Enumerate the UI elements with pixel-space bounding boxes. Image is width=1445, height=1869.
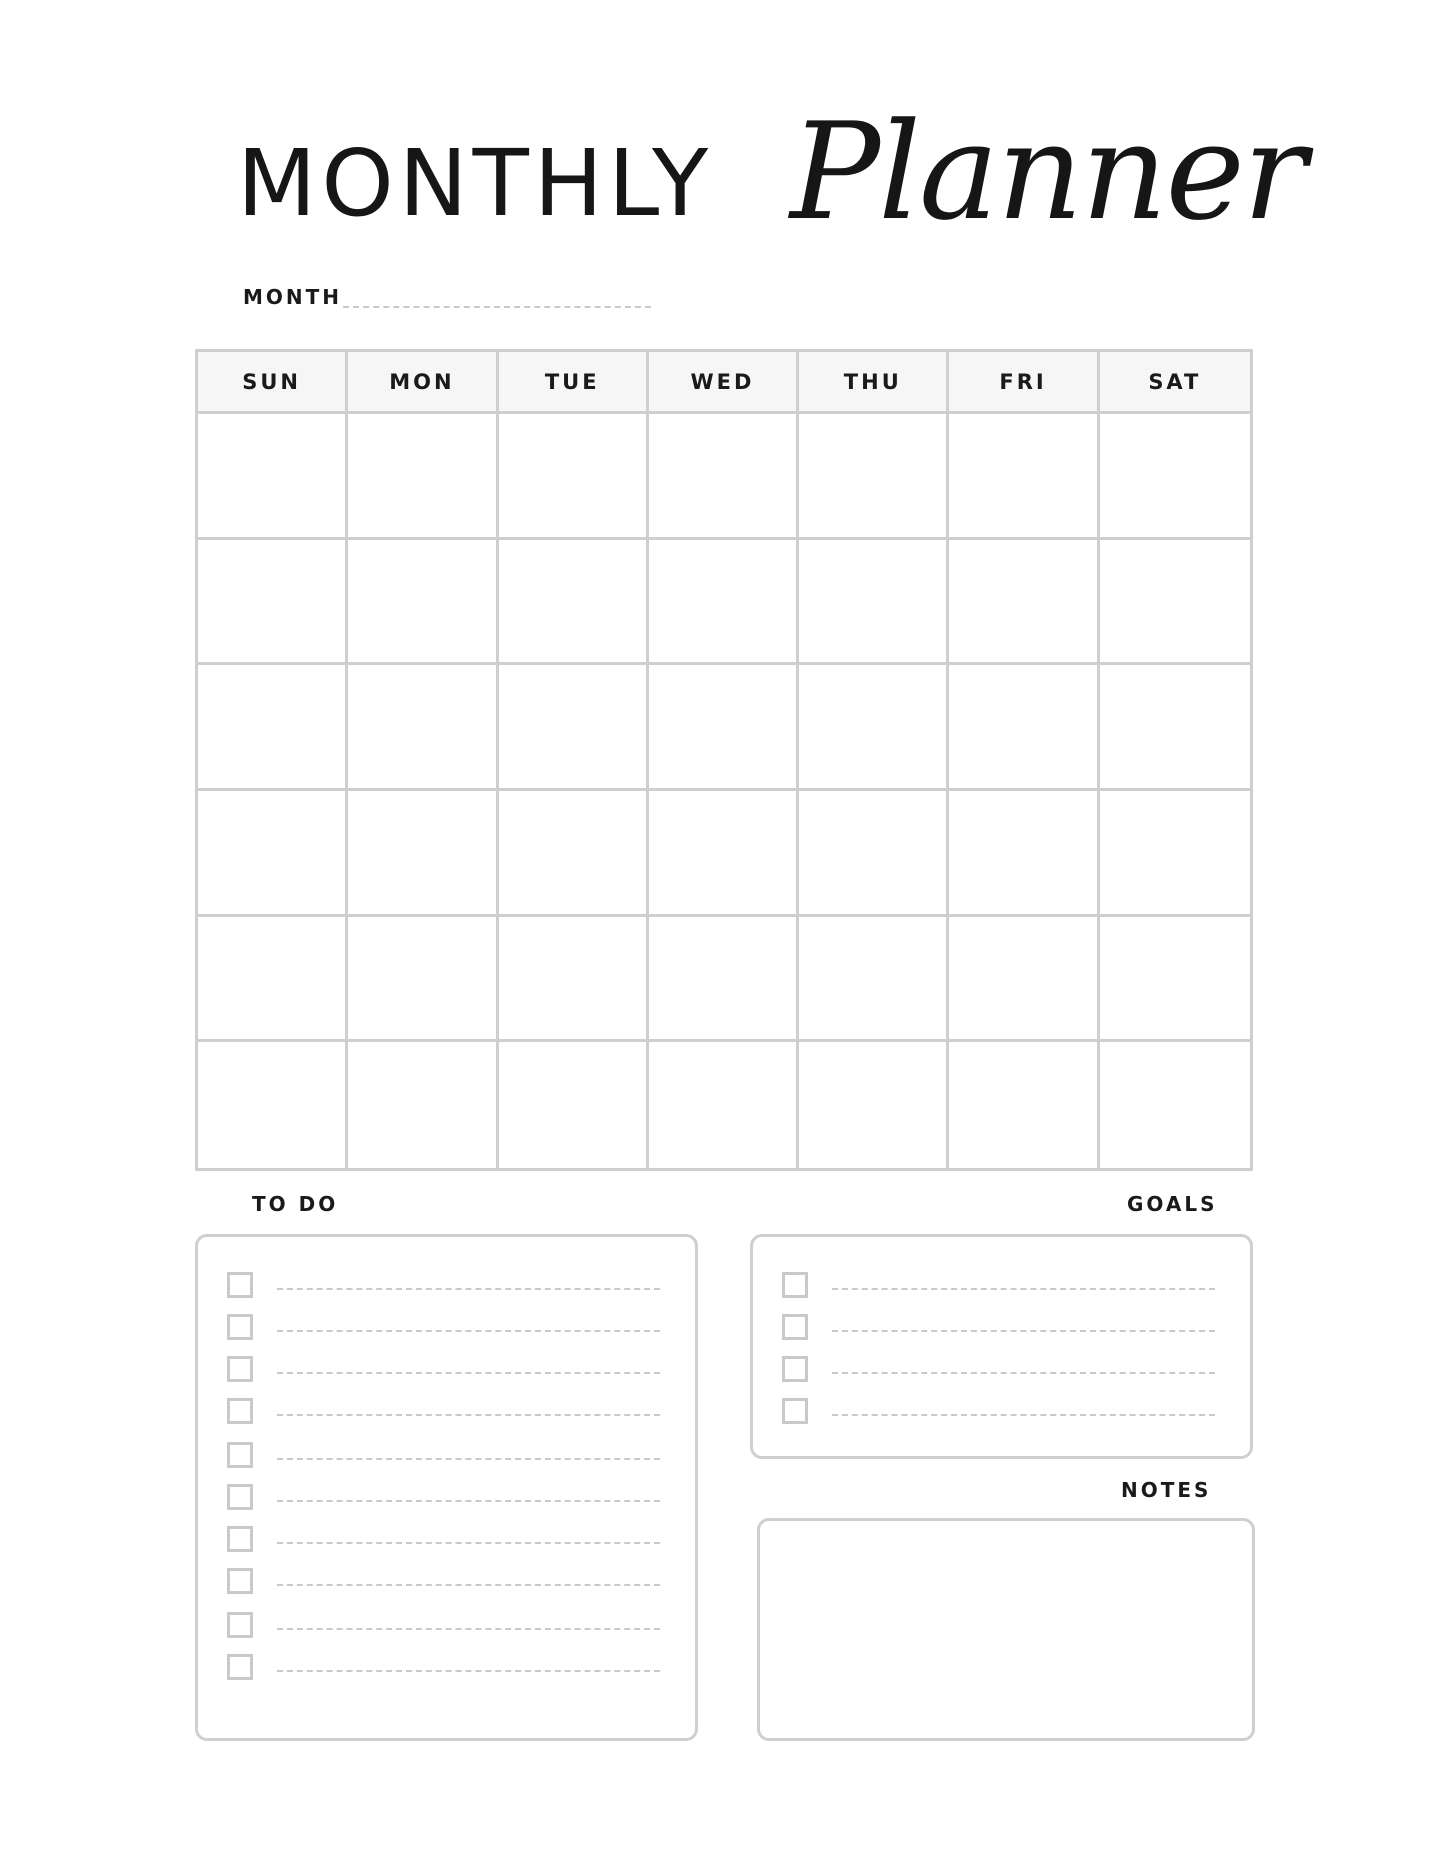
todo-checkbox[interactable] [227, 1398, 253, 1424]
goal-item [753, 1356, 1250, 1382]
day-cell[interactable] [799, 791, 949, 917]
todo-item [198, 1568, 695, 1594]
day-cell[interactable] [949, 1042, 1099, 1168]
day-cell[interactable] [799, 414, 949, 540]
notes-box[interactable] [757, 1518, 1255, 1741]
day-cell[interactable] [949, 791, 1099, 917]
day-cell[interactable] [499, 414, 649, 540]
todo-item [198, 1484, 695, 1510]
day-cell[interactable] [1100, 791, 1250, 917]
day-cell[interactable] [499, 1042, 649, 1168]
todo-item [198, 1612, 695, 1638]
goals-label: GOALS [1127, 1192, 1218, 1216]
todo-item [198, 1654, 695, 1680]
month-input-line[interactable] [343, 306, 651, 308]
calendar-grid [195, 349, 1253, 1171]
todo-line[interactable] [277, 1584, 660, 1586]
day-cell[interactable] [348, 1042, 498, 1168]
day-cell[interactable] [499, 665, 649, 791]
day-cell[interactable] [949, 917, 1099, 1043]
day-header-tue: TUE [499, 352, 649, 414]
todo-line[interactable] [277, 1670, 660, 1672]
day-cell[interactable] [198, 791, 348, 917]
day-cell[interactable] [649, 414, 799, 540]
day-cell[interactable] [649, 1042, 799, 1168]
day-header-wed: WED [649, 352, 799, 414]
todo-checkbox[interactable] [227, 1612, 253, 1638]
todo-checkbox[interactable] [227, 1526, 253, 1552]
day-cell[interactable] [198, 917, 348, 1043]
day-cell[interactable] [1100, 665, 1250, 791]
todo-item [198, 1398, 695, 1424]
todo-line[interactable] [277, 1288, 660, 1290]
todo-line[interactable] [277, 1414, 660, 1416]
day-cell[interactable] [348, 791, 498, 917]
goal-line[interactable] [832, 1372, 1215, 1374]
month-label: MONTH [243, 285, 343, 309]
day-cell[interactable] [198, 414, 348, 540]
day-cell[interactable] [198, 665, 348, 791]
todo-box [195, 1234, 698, 1741]
goal-item [753, 1314, 1250, 1340]
day-cell[interactable] [649, 665, 799, 791]
goal-checkbox[interactable] [782, 1272, 808, 1298]
day-header-fri: FRI [949, 352, 1099, 414]
goal-item [753, 1398, 1250, 1424]
day-cell[interactable] [499, 540, 649, 666]
todo-checkbox[interactable] [227, 1314, 253, 1340]
day-cell[interactable] [649, 917, 799, 1043]
todo-line[interactable] [277, 1330, 660, 1332]
day-header-sat: SAT [1100, 352, 1250, 414]
goal-line[interactable] [832, 1330, 1215, 1332]
todo-label: TO DO [252, 1192, 339, 1216]
goal-checkbox[interactable] [782, 1398, 808, 1424]
todo-checkbox[interactable] [227, 1484, 253, 1510]
notes-label: NOTES [1121, 1478, 1212, 1502]
day-cell[interactable] [348, 414, 498, 540]
day-cell[interactable] [799, 665, 949, 791]
day-cell[interactable] [649, 791, 799, 917]
day-cell[interactable] [348, 540, 498, 666]
day-cell[interactable] [799, 917, 949, 1043]
title-monthly: MONTHLY [237, 130, 714, 237]
day-cell[interactable] [949, 414, 1099, 540]
todo-line[interactable] [277, 1458, 660, 1460]
todo-item [198, 1314, 695, 1340]
day-cell[interactable] [649, 540, 799, 666]
day-cell[interactable] [499, 791, 649, 917]
day-cell[interactable] [949, 665, 1099, 791]
todo-line[interactable] [277, 1542, 660, 1544]
goal-checkbox[interactable] [782, 1314, 808, 1340]
todo-line[interactable] [277, 1500, 660, 1502]
goal-line[interactable] [832, 1288, 1215, 1290]
todo-checkbox[interactable] [227, 1356, 253, 1382]
day-cell[interactable] [1100, 917, 1250, 1043]
day-cell[interactable] [1100, 414, 1250, 540]
day-cell[interactable] [799, 1042, 949, 1168]
todo-item [198, 1442, 695, 1468]
todo-line[interactable] [277, 1372, 660, 1374]
day-cell[interactable] [348, 665, 498, 791]
day-cell[interactable] [1100, 1042, 1250, 1168]
todo-checkbox[interactable] [227, 1568, 253, 1594]
day-cell[interactable] [1100, 540, 1250, 666]
todo-item [198, 1272, 695, 1298]
day-cell[interactable] [198, 1042, 348, 1168]
day-header-mon: MON [348, 352, 498, 414]
day-cell[interactable] [799, 540, 949, 666]
day-header-sun: SUN [198, 352, 348, 414]
todo-checkbox[interactable] [227, 1442, 253, 1468]
todo-checkbox[interactable] [227, 1654, 253, 1680]
day-cell[interactable] [348, 917, 498, 1043]
day-cell[interactable] [949, 540, 1099, 666]
todo-checkbox[interactable] [227, 1272, 253, 1298]
title-planner-script: Planner [790, 94, 1305, 250]
todo-item [198, 1526, 695, 1552]
goal-item [753, 1272, 1250, 1298]
day-cell[interactable] [198, 540, 348, 666]
day-header-thu: THU [799, 352, 949, 414]
goals-box [750, 1234, 1253, 1459]
goal-line[interactable] [832, 1414, 1215, 1416]
day-cell[interactable] [499, 917, 649, 1043]
todo-item [198, 1356, 695, 1382]
goal-checkbox[interactable] [782, 1356, 808, 1382]
todo-line[interactable] [277, 1628, 660, 1630]
